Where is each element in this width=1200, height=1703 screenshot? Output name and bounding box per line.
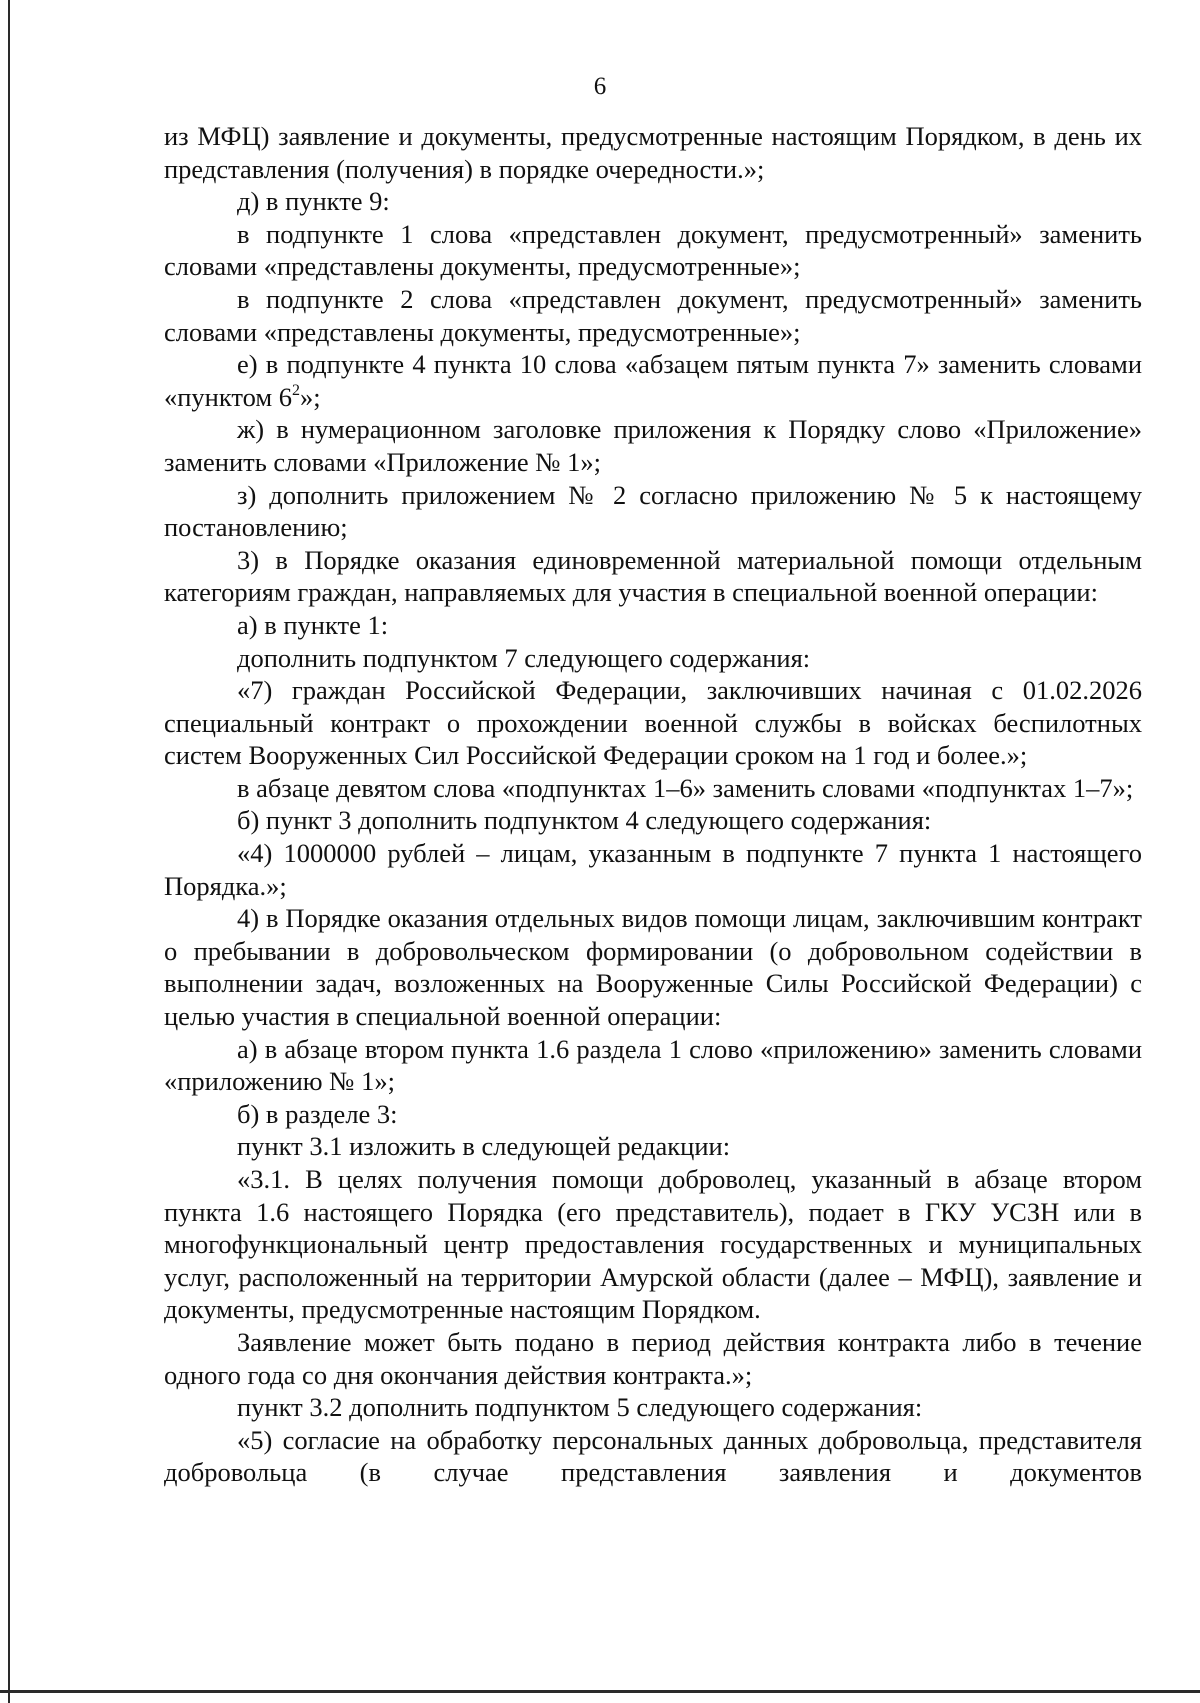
paragraph-21: пункт 3.2 дополнить подпунктом 5 следующего содержания: xyxy=(237,1392,923,1423)
paragraph-3: в подпункте 1 слова «представлен документ, предусмотренный» заменить словами «представлены документы, предусмотренные»; xyxy=(164,218,1142,282)
paragraph-2: д) в пункте 9: xyxy=(237,186,390,217)
paragraph-22: «5) согласие на обработку персональных данных добровольца, представителя добровольца (в случае представления заявления и документов xyxy=(164,1424,1142,1488)
paragraph-17: б) в разделе 3: xyxy=(237,1098,398,1129)
document-body xyxy=(164,120,1142,1489)
paragraph-15: 4) в Порядке оказания отдельных видов помощи лицам, заключившим контракт о пребывании в добровольческом формировании (о добровольном содействии в выполнении задач, возложенных на Вооруженные Силы Российской Федерации) с целью участия в специальной военной операции: xyxy=(164,903,1142,1032)
scan-edge-left xyxy=(8,0,10,1703)
paragraph-4: в подпункте 2 слова «представлен документ, предусмотренный» заменить словами «представлены документы, предусмотренные»; xyxy=(164,283,1142,347)
page-number: 6 xyxy=(593,73,607,100)
paragraph-14: «4) 1000000 рублей – лицам, указанным в подпункте 7 пункта 1 настоящего Порядка.»; xyxy=(164,838,1142,901)
paragraph-1: из МФЦ) заявление и документы, предусмотренные настоящим Порядком, в день их представления (получения) в порядке очередности.»; xyxy=(164,121,1142,184)
paragraph-6: ж) в нумерационном заголовке приложения к Порядку слово «Приложение» заменить словами «Приложение № 1»; xyxy=(164,414,1142,477)
paragraph-5-text: е) в подпункте 4 пункта 10 слова «абзацем пятым пункта 7» заменить словами «пунктом 6 xyxy=(164,349,1142,412)
paragraph-20: Заявление может быть подано в период действия контракта либо в течение одного года со дня окончания действия контракта.»; xyxy=(164,1326,1142,1390)
paragraph-10: дополнить подпунктом 7 следующего содержания: xyxy=(237,642,811,673)
paragraph-11: «7) граждан Российской Федерации, заключивших начиная с 01.02.2026 специальный контракт о прохождении военной службы в войсках беспилотных систем Вооруженных Сил Российской Федерации сроком на 1 год и более.»; xyxy=(164,675,1142,771)
paragraph-9: а) в пункте 1: xyxy=(237,609,389,640)
paragraph-18: пункт 3.1 изложить в следующей редакции: xyxy=(237,1131,731,1162)
paragraph-19: «3.1. В целях получения помощи доброволец, указанный в абзаце втором пункта 1.6 настоящего Порядка (его представитель), подает в ГКУ УСЗН или в многофункциональный центр предоставления государственных и муниципальных услуг, расположенный на территории Амурской области (далее – МФЦ), заявление и документы, предусмотренные настоящим Порядком. xyxy=(164,1164,1142,1325)
paragraph-12: в абзаце девятом слова «подпунктах 1–6» заменить словами «подпунктах 1–7»; xyxy=(237,772,1134,803)
scan-edge-bottom xyxy=(0,1690,1200,1693)
paragraph-5 xyxy=(164,348,1142,413)
paragraph-16: а) в абзаце втором пункта 1.6 раздела 1 слово «приложению» заменить словами «приложению № 1»; xyxy=(164,1033,1142,1097)
paragraph-8: 3) в Порядке оказания единовременной материальной помощи отдельным категориям граждан, направляемых для участия в специальной военной операции: xyxy=(164,544,1142,608)
paragraph-13: б) пункт 3 дополнить подпунктом 4 следующего содержания: xyxy=(237,805,932,836)
paragraph-7: з) дополнить приложением № 2 согласно приложению № 5 к настоящему постановлению; xyxy=(164,479,1142,543)
paragraph-5-text-end: »; xyxy=(300,381,321,412)
paragraph-5-superscript: 2 xyxy=(292,381,301,399)
